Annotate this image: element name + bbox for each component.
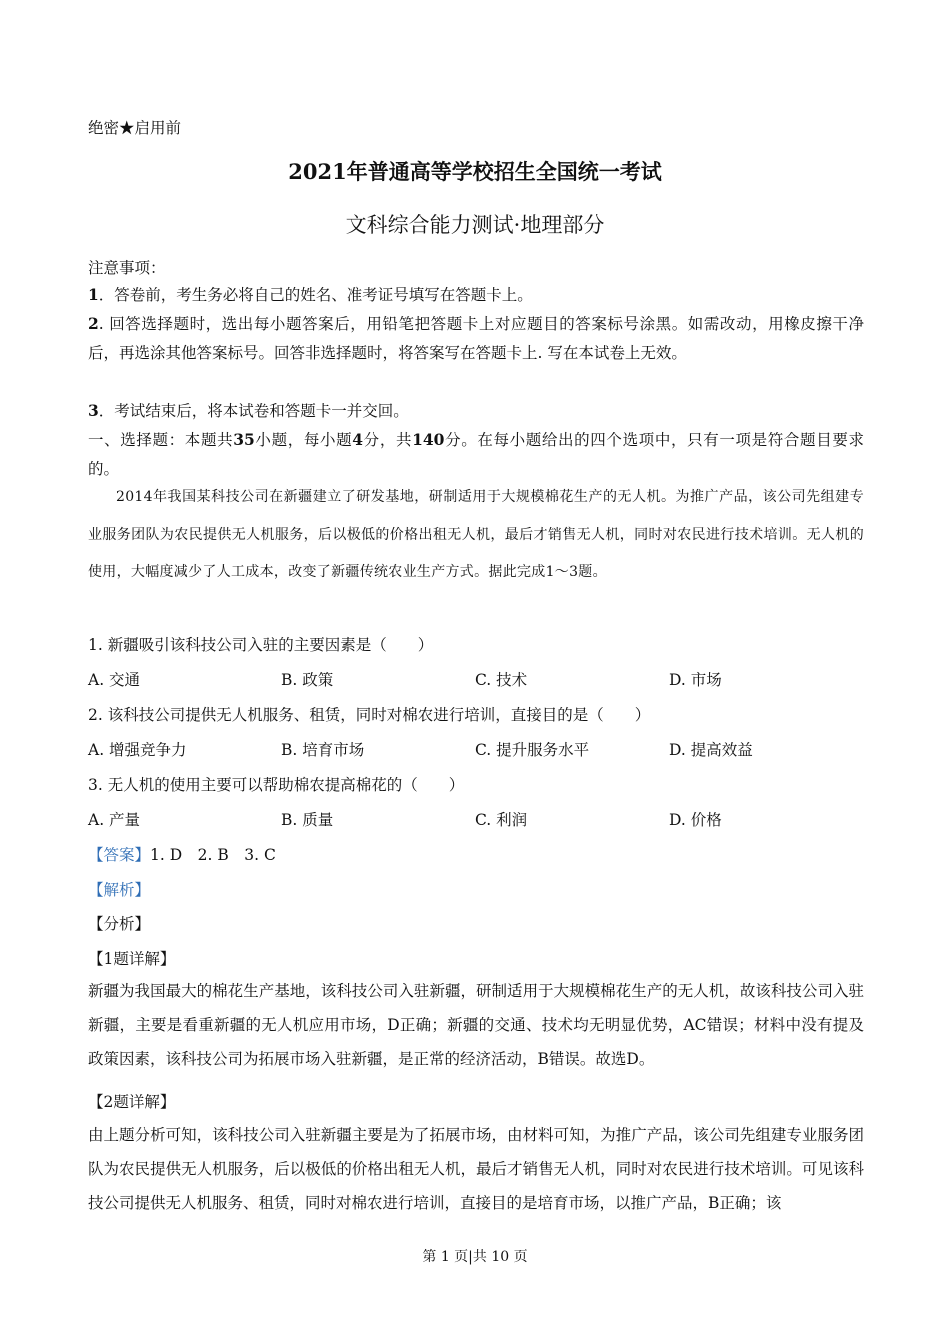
note-number: 1 [88,285,99,304]
question-1-option-b: B. 政策 [281,671,334,689]
notes-heading: 注意事项： [88,259,166,277]
note-number: 3 [88,401,99,420]
note-text: ．考试结束后，将本试卷和答题卡一并交回。 [98,402,409,420]
note-item-3 [88,396,864,426]
exam-subtitle: 文科综合能力测试·地理部分 [345,213,605,237]
question-2-stem: 2. 该科技公司提供无人机服务、租赁，同时对棉农进行培训，直接目的是（ ） [88,706,651,724]
fenxi-label: 【分析】 [88,915,151,933]
total-points: 140 [412,430,445,449]
question-1-option-c: C. 技术 [475,671,528,689]
question-1-stem: 1. 新疆吸引该科技公司入驻的主要因素是（ ） [88,636,434,654]
question-1-option-a: A. 交通 [88,671,141,689]
reading-material: 2014年我国某科技公司在新疆建立了研发基地，研制适用于大规模棉花生产的无人机。为推广产品，该公司先组建专业服务团队为农民提供无人机服务，后以极低的价格出租无人机，最后才销售无人机，同时对农民进行技术培训。无人机的使用，大幅度减少了人工成本，改变了新疆传统农业生产方式。据此完成1～3题。 [88,489,864,580]
note-item-1 [88,280,864,310]
question-3-option-a: A. 产量 [88,811,141,829]
answer-label: 【答案】 [88,846,151,864]
question-3-option-c: C. 利润 [475,811,528,829]
note-text: . 回答选择题时，选出每小题答案后，用铅笔把答题卡上对应题目的答案标号涂黑。如需改动，用橡皮擦干净后，再选涂其他答案标号。回答非选择题时，将答案写在答题卡上. 写在本试卷上无效。 [88,315,864,362]
question-1-option-d: D. 市场 [669,671,722,689]
detail-1-text: 新疆为我国最大的棉花生产基地，该科技公司入驻新疆，研制适用于大规模棉花生产的无人机，故该科技公司入驻新疆，主要是看重新疆的无人机应用市场，D正确；新疆的交通、技术均无明显优势，AC错误；材料中没有提及政策因素，该科技公司为拓展市场入驻新疆，是正常的经济活动，B错误。故选D。 [88,982,864,1068]
question-3-option-d: D. 价格 [669,811,722,829]
question-2-option-c: C. 提升服务水平 [475,741,590,759]
detail-2-text: 由上题分析可知，该科技公司入驻新疆主要是为了拓展市场，由材料可知，为推广产品，该公司先组建专业服务团队为农民提供无人机服务，后以极低的价格出租无人机，最后才销售无人机，同时对农民进行技术培训。可见该科技公司提供无人机服务、租赁，同时对棉农进行培训，直接目的是培育市场，以推广产品，B正确；该 [88,1126,864,1212]
detail-1-label: 【1题详解】 [88,950,176,968]
points-each: 4 [352,430,364,449]
note-text: ．答卷前，考生务必将自己的姓名、准考证号填写在答题卡上。 [98,286,533,304]
question-count: 35 [233,430,255,449]
answer-value: 1. D 2. B 3. C [150,846,276,864]
question-2-option-b: B. 培育市场 [281,741,365,759]
confidential-label: 绝密★启用前 [88,119,182,137]
note-number: 2 [88,314,99,333]
answer-line [88,843,276,865]
exam-title: 2021年普通高等学校招生全国统一考试 [288,159,662,184]
page-footer: 第 1 页|共 10 页 [422,1249,528,1265]
analysis-label: 【解析】 [88,881,151,899]
detail-2-label: 【2题详解】 [88,1093,176,1111]
question-2-option-d: D. 提高效益 [669,741,753,759]
question-3-stem: 3. 无人机的使用主要可以帮助棉农提高棉花的（ ） [88,776,465,794]
question-2-option-a: A. 增强竞争力 [88,741,187,759]
section-instructions: 一、选择题：本题共35小题，每小题4分，共140分。在每小题给出的四个选项中，只有一项是符合题目要求的。 [88,430,864,478]
note-item-2 [88,309,864,368]
question-3-option-b: B. 质量 [281,811,334,829]
